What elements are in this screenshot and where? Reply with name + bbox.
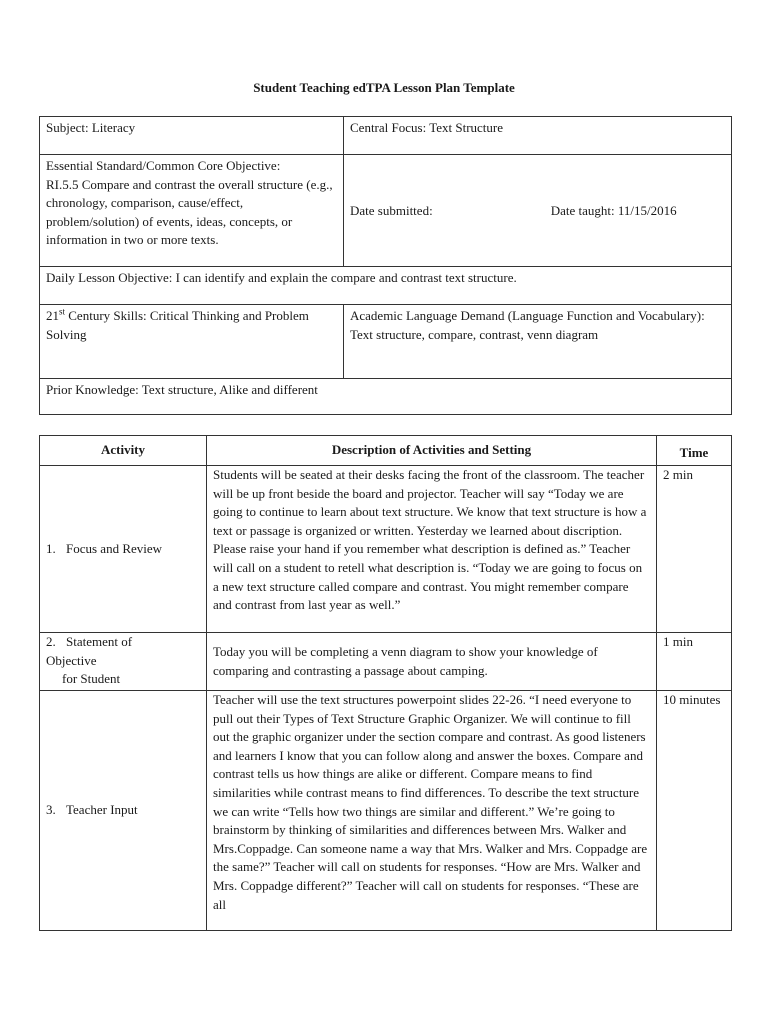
activity-cell	[40, 691, 207, 931]
standard-text: RI.5.5 Compare and contrast the overall structure (e.g., chronology, comparison, cause/effect, problem/solution) of events, ideas, concepts, or information in two or more texts.	[46, 176, 333, 248]
dates-cell	[344, 155, 732, 267]
info-row-skills	[40, 305, 732, 379]
description-cell: Students will be seated at their desks facing the front of the classroom. The teacher will be up front beside the board and projector. Teacher will say “Today we are going to continue to learn about text structure. We know that text structure is how a text or passage is organized or written. Yesterday we learned about discription. Please raise your hand if you remember what description is defined as.” Teacher will call on a student to retell what description is. “Today we are going to focus on a new text structure called compare and contrast. You might remember compare and contrast from last year as well.”	[207, 466, 657, 633]
activity-name-line3: for Student	[62, 671, 121, 687]
activity-number: 3.	[46, 802, 56, 818]
activity-name: Statement of	[66, 634, 133, 649]
header-time: Time	[657, 436, 732, 466]
standard-label: Essential Standard/Common Core Objective:	[46, 158, 281, 173]
activity-number: 1.	[46, 540, 56, 556]
skills-cell	[40, 305, 344, 379]
academic-language-cell: Academic Language Demand (Language Function and Vocabulary): Text structure, compare, contrast, venn diagram	[344, 305, 732, 379]
central-focus-cell: Central Focus: Text Structure	[344, 117, 732, 155]
prior-knowledge-cell: Prior Knowledge: Text structure, Alike and different	[40, 379, 732, 415]
daily-objective-cell: Daily Lesson Objective: I can identify and explain the compare and contrast text structure.	[40, 267, 732, 305]
description-cell: Teacher will use the text structures powerpoint slides 22-26. “I need everyone to pull out their Types of Text Structure Graphic Organizer. We will continue to fill out the graphic organizer under the section compare and contrast. As good listeners and learners I know that you can follow along and answer the boxes. Compare and contrast tells us how things are alike or different. Compare means to find similarities while contrast means to find differences. To describe the text structure we can write “Tells how two things are similar and different.” We’re going to brainstorm by thinking of similarities and differences between Mrs. Walker and Mrs.Coppadge. Can someone name a way that Mrs. Walker and Mrs. Coppadge are the same?” Teacher will call on students for responses. “How are Mrs. Walker and Mrs. Coppadge different?” Teacher will call on students for responses. “These are all	[207, 691, 657, 931]
subject-cell: Subject: Literacy	[40, 117, 344, 155]
skills-text: Century Skills: Critical Thinking and Problem Solving	[46, 308, 309, 342]
lesson-info-table	[39, 116, 732, 415]
skills-superscript: st	[59, 306, 66, 317]
header-activity: Activity	[40, 436, 207, 466]
description-cell: Today you will be completing a venn diagram to show your knowledge of comparing and contrasting a passage about camping.	[207, 633, 657, 691]
header-description: Description of Activities and Setting	[207, 436, 657, 466]
info-row-prior-knowledge	[40, 379, 732, 415]
time-cell: 2 min	[657, 466, 732, 633]
date-submitted: Date submitted:	[350, 203, 433, 219]
time-cell: 10 minutes	[657, 691, 732, 931]
time-cell: 1 min	[657, 633, 732, 691]
table-row	[40, 466, 732, 633]
activity-name: Teacher Input	[66, 802, 138, 818]
activity-header-row	[40, 436, 732, 466]
table-row	[40, 633, 732, 691]
standard-cell	[40, 155, 344, 267]
activity-name-line2: Objective	[46, 652, 97, 668]
page-title: Student Teaching edTPA Lesson Plan Template	[253, 80, 515, 95]
activity-cell	[40, 633, 207, 691]
date-taught: Date taught: 11/15/2016	[550, 203, 677, 219]
info-row-standard	[40, 155, 732, 267]
activity-name: Focus and Review	[66, 540, 163, 556]
activity-cell	[40, 466, 207, 633]
activity-number: 2.	[46, 634, 56, 649]
skills-prefix: 21	[46, 308, 59, 323]
activity-table	[39, 435, 732, 931]
table-row	[40, 691, 732, 931]
info-row-subject	[40, 117, 732, 155]
info-row-daily-objective	[40, 267, 732, 305]
